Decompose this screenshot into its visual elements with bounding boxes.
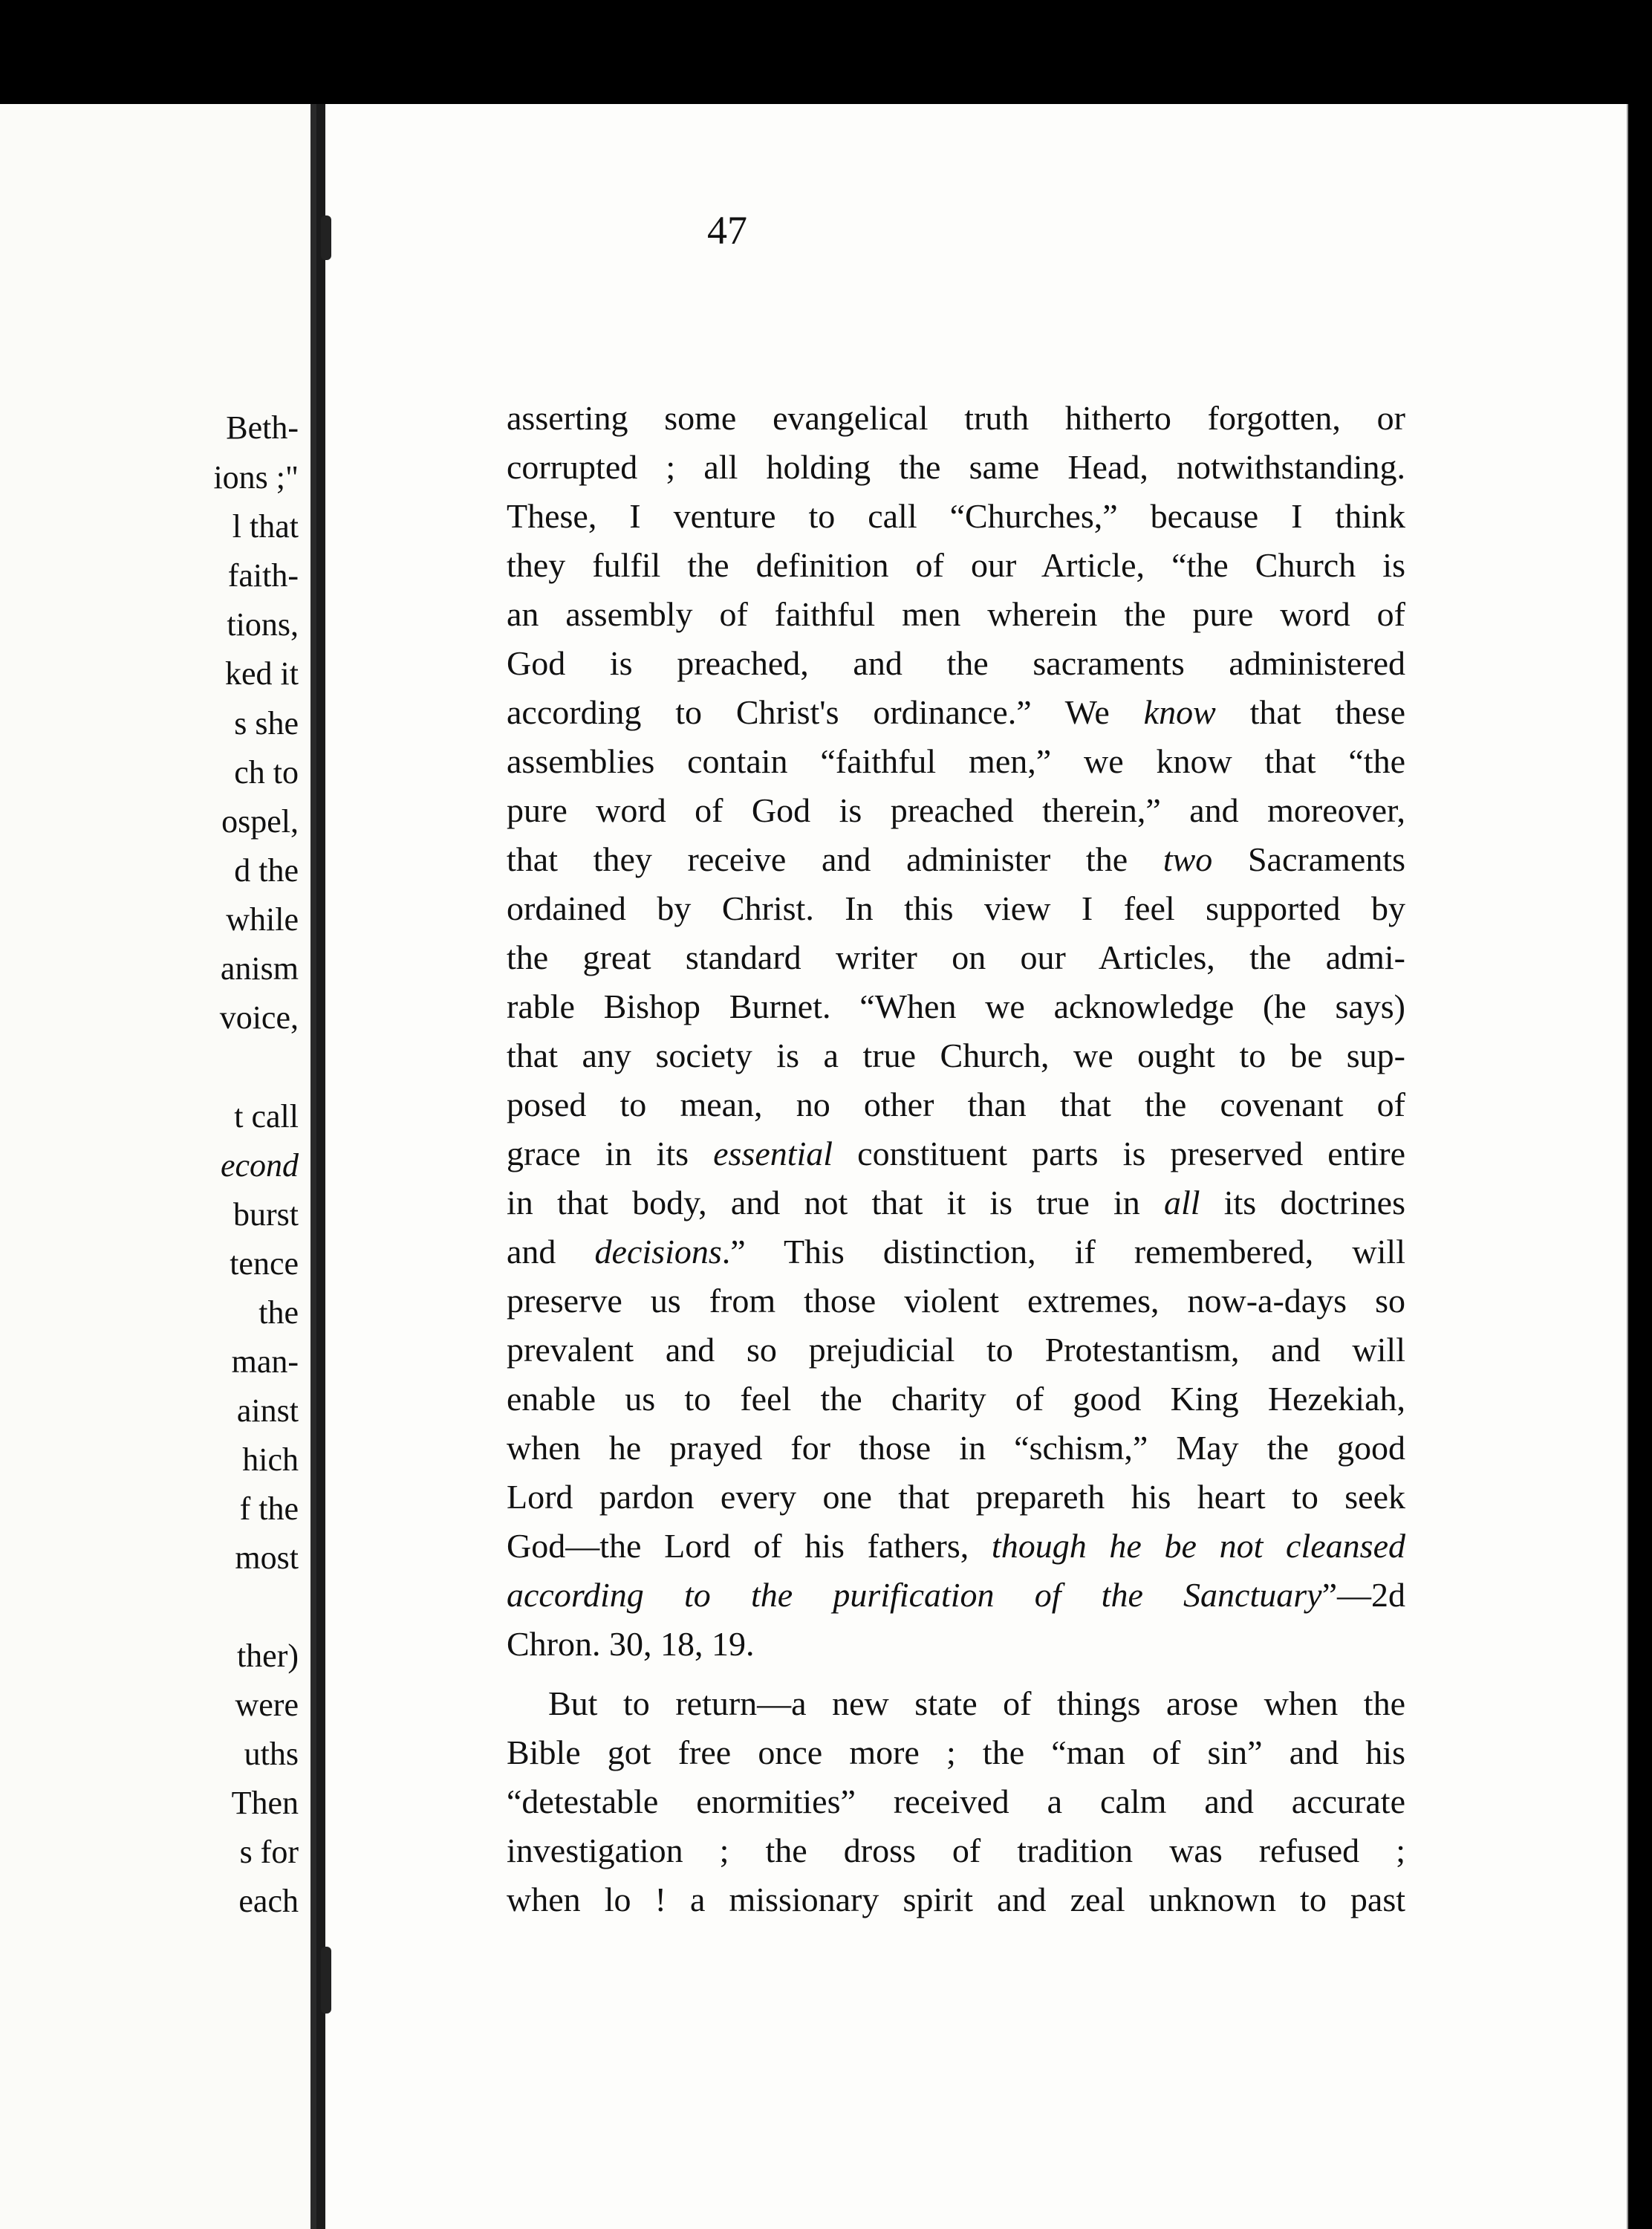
text-line: asserting some evangelical truth hitherto forgotten, or (507, 399, 1405, 437)
text-line: God—the Lord of his fathers, though he be not cleansed (507, 1527, 1405, 1565)
text-line: grace in its essential constituent parts is preserved entire (507, 1135, 1405, 1172)
left-text-line: ch to (234, 754, 299, 791)
text-line: that any society is a true Church, we ought to be sup- (507, 1036, 1405, 1074)
emphasis-text: know (1143, 693, 1216, 731)
left-text-line: tions, (227, 606, 299, 643)
left-text-line: voice, (219, 999, 299, 1036)
left-text-line: while (226, 901, 299, 938)
left-text-line: Beth- (226, 409, 299, 446)
left-text-line: ainst (236, 1392, 299, 1429)
text-line: ordained by Christ. In this view I feel supported by (507, 889, 1405, 927)
text-line: according to Christ's ordinance.” We know that these (507, 693, 1405, 731)
left-text-line: ospel, (221, 803, 299, 840)
left-text-line: ther) (236, 1638, 299, 1674)
left-text-line: the (258, 1294, 299, 1331)
text-line: But to return—a new state of things arose when the (548, 1684, 1405, 1722)
text-line: Bible got free once more ; the “man of sin” and his (507, 1733, 1405, 1771)
left-text-line: s for (239, 1834, 299, 1870)
text-line: the great standard writer on our Articles, the admi- (507, 938, 1405, 976)
left-text-line: man- (231, 1343, 299, 1380)
emphasis-text: two (1162, 840, 1213, 878)
text-line: pure word of God is preached therein,” and moreover, (507, 791, 1405, 829)
binding-mark (321, 1947, 331, 2014)
page-body (507, 394, 1405, 1924)
text-line: assemblies contain “faithful men,” we know that “the (507, 742, 1405, 780)
text-line: when he prayed for those in “schism,” May the good (507, 1429, 1405, 1467)
emphasis-text: according to the purification of the Sanctuary (507, 1576, 1322, 1614)
left-text-line: most (235, 1539, 299, 1576)
left-text-line: d the (234, 852, 299, 889)
text-line: enable us to feel the charity of good King Hezekiah, (507, 1380, 1405, 1418)
text-line: an assembly of faithful men wherein the pure word of (507, 595, 1405, 633)
left-text-line: Then (231, 1785, 299, 1821)
text-line: These, I venture to call “Churches,” because I think (507, 497, 1405, 535)
text-line: corrupted ; all holding the same Head, notwithstanding. (507, 448, 1405, 486)
text-line: Lord pardon every one that prepareth his heart to seek (507, 1478, 1405, 1516)
left-text-line: faith- (227, 557, 299, 594)
text-line: prevalent and so prejudicial to Protestantism, and will (507, 1331, 1405, 1369)
emphasis-text: though he be not cleansed (991, 1527, 1405, 1565)
text-line: in that body, and not that it is true in all its doctrines (507, 1184, 1406, 1221)
text-line: rable Bishop Burnet. “When we acknowledge (he says) (507, 987, 1405, 1025)
left-text-line: hich (242, 1441, 299, 1478)
left-text-line: each (238, 1883, 299, 1919)
left-text-line: f the (239, 1490, 299, 1527)
left-page-fragment (0, 104, 318, 2229)
text-line: they fulfil the definition of our Article, “the Church is (507, 546, 1405, 584)
text-line: investigation ; the dross of tradition was refused ; (507, 1831, 1405, 1869)
left-text-line: anism (220, 950, 299, 987)
left-text-line: were (235, 1687, 299, 1723)
left-text-line: tence (230, 1245, 299, 1282)
text-line: that they receive and administer the two Sacraments (507, 840, 1406, 878)
left-text-line: burst (233, 1196, 299, 1233)
emphasis-text: decisions (594, 1233, 722, 1271)
left-text-line: s she (234, 705, 299, 742)
page-number: 47 (707, 208, 747, 253)
text-line: according to the purification of the Sanctuary”—2d (507, 1576, 1405, 1614)
text-line: and decisions.” This distinction, if remembered, will (507, 1233, 1405, 1271)
left-text-line: ions ;" (213, 459, 299, 496)
left-text-line: l that (232, 508, 299, 545)
left-text-line: econd (220, 1147, 299, 1184)
binding-mark (321, 215, 331, 260)
text-line: posed to mean, no other than that the covenant of (507, 1086, 1405, 1123)
left-text-line: t call (234, 1098, 299, 1135)
text-line: when lo ! a missionary spirit and zeal unknown to past (507, 1881, 1405, 1918)
text-line: “detestable enormities” received a calm and accurate (507, 1782, 1405, 1820)
text-line: God is preached, and the sacraments administered (507, 644, 1405, 682)
text-line: preserve us from those violent extremes, now-a-days so (507, 1282, 1405, 1320)
emphasis-text: all (1163, 1184, 1200, 1221)
left-text-line: uths (244, 1736, 299, 1772)
text-line: Chron. 30, 18, 19. (507, 1625, 755, 1663)
left-text-line: ked it (225, 655, 299, 692)
emphasis-text: essential (713, 1135, 833, 1172)
